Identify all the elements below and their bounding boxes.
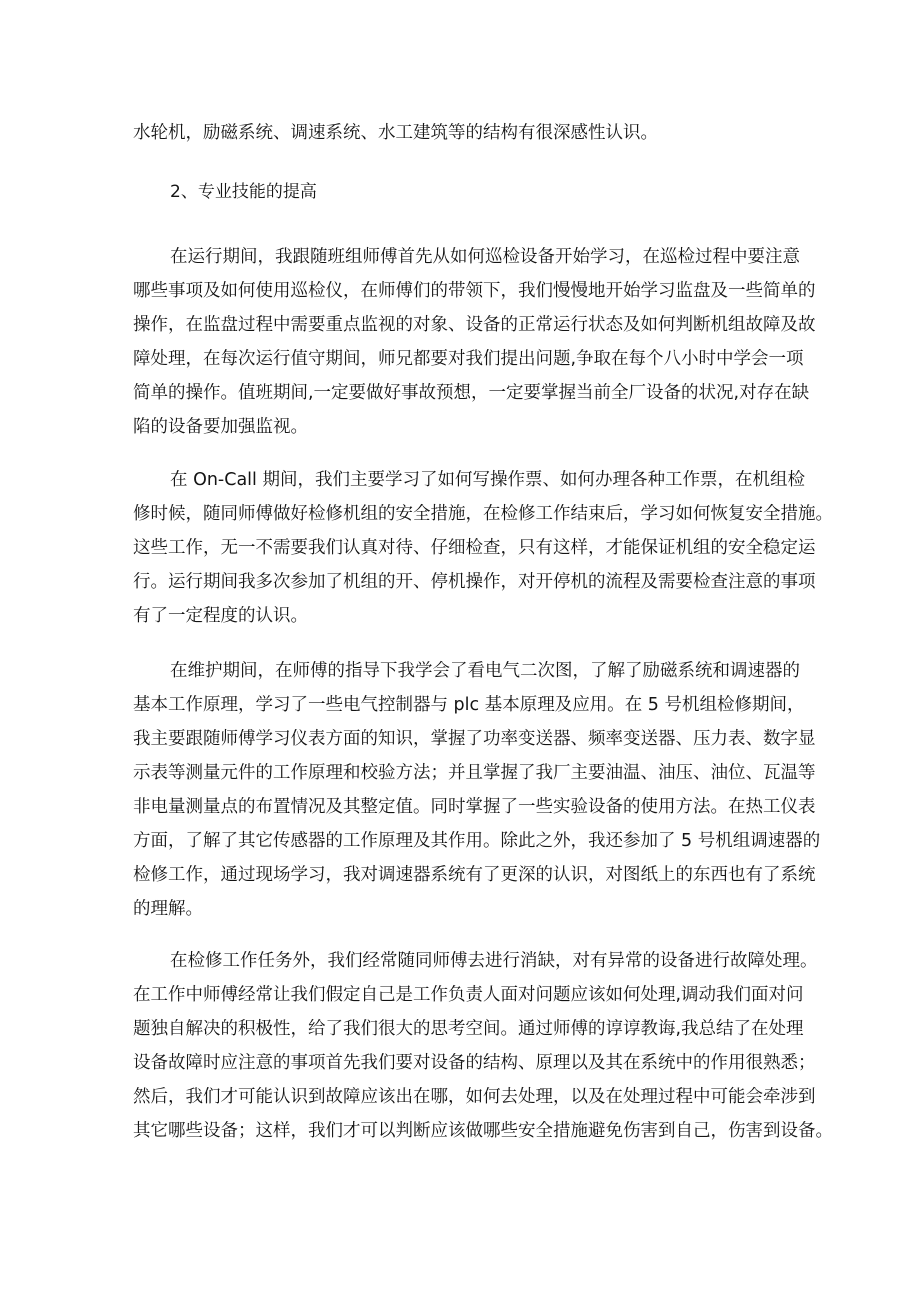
paragraph-line: 简单的操作。值班期间,一定要做好事故预想，一定要掌握当前全厂设备的状况,对存在缺 <box>133 383 810 403</box>
paragraph-line: 有了一定程度的认识。 <box>133 606 308 626</box>
paragraph-line: 障处理，在每次运行值守期间，师兄都要对我们提出问题,争取在每个八小时中学会一项 <box>133 349 804 369</box>
paragraph-line: 示表等测量元件的工作原理和校验方法；并且掌握了我厂主要油温、油压、油位、瓦温等 <box>133 763 816 783</box>
paragraph-line: 基本工作原理，学习了一些电气控制器与 plc 基本原理及应用。在 5 号机组检修期间， <box>133 695 805 715</box>
text-line: 水轮机，励磁系统、调速系统、水工建筑等的结构有很深感性认识。 <box>133 123 658 143</box>
paragraph-line: 然后，我们才可能认识到故障应该出在哪，如何去处理，以及在处理过程中可能会牵涉到 <box>133 1087 816 1107</box>
paragraph-line: 在工作中师傅经常让我们假定自己是工作负责人面对问题应该如何处理,调动我们面对问 <box>133 985 804 1005</box>
paragraph-line: 题独自解决的积极性，给了我们很大的思考空间。通过师傅的谆谆教诲,我总结了在处理 <box>133 1019 804 1039</box>
paragraph-line: 设备故障时应注意的事项首先我们要对设备的结构、原理以及其在系统中的作用很熟悉； <box>133 1053 816 1073</box>
paragraph-line: 修时候，随同师傅做好检修机组的安全措施，在检修工作结束后，学习如何恢复安全措施。 <box>133 504 833 524</box>
paragraph-line: 操作，在监盘过程中需要重点监视的对象、设备的正常运行状态及如何判断机组故障及故 <box>133 315 816 335</box>
paragraph-line: 在运行期间，我跟随班组师傅首先从如何巡检设备开始学习，在巡检过程中要注意 <box>170 247 800 267</box>
paragraph-line: 我主要跟随师傅学习仪表方面的知识，掌握了功率变送器、频率变送器、压力表、数字显 <box>133 729 816 749</box>
paragraph-line: 在检修工作任务外，我们经常随同师傅去进行消缺，对有异常的设备进行故障处理。 <box>170 951 818 971</box>
paragraph-line: 其它哪些设备；这样，我们才可以判断应该做哪些安全措施避免伤害到自己，伤害到设备。 <box>133 1121 833 1141</box>
paragraph-line: 哪些事项及如何使用巡检仪，在师傅们的带领下，我们慢慢地开始学习监盘及一些简单的 <box>133 281 816 301</box>
paragraph-line: 方面，了解了其它传感器的工作原理及其作用。除此之外，我还参加了 5 号机组调速器的 <box>133 831 821 851</box>
paragraph-line: 非电量测量点的布置情况及其整定值。同时掌握了一些实验设备的使用方法。在热工仪表 <box>133 797 816 817</box>
paragraph-line: 行。运行期间我多次参加了机组的开、停机操作，对开停机的流程及需要检查注意的事项 <box>133 572 816 592</box>
paragraph-line: 检修工作，通过现场学习，我对调速器系统有了更深的认识，对图纸上的东西也有了系统 <box>133 865 816 885</box>
paragraph-line: 在 On-Call 期间，我们主要学习了如何写操作票、如何办理各种工作票，在机组检 <box>170 470 805 490</box>
section-heading: 2、专业技能的提高 <box>170 182 317 202</box>
paragraph-line: 在维护期间，在师傅的指导下我学会了看电气二次图，了解了励磁系统和调速器的 <box>170 661 800 681</box>
paragraph-line: 这些工作，无一不需要我们认真对待、仔细检查，只有这样，才能保证机组的安全稳定运 <box>133 538 816 558</box>
paragraph-line: 的理解。 <box>133 899 203 919</box>
paragraph-line: 陷的设备要加强监视。 <box>133 417 308 437</box>
